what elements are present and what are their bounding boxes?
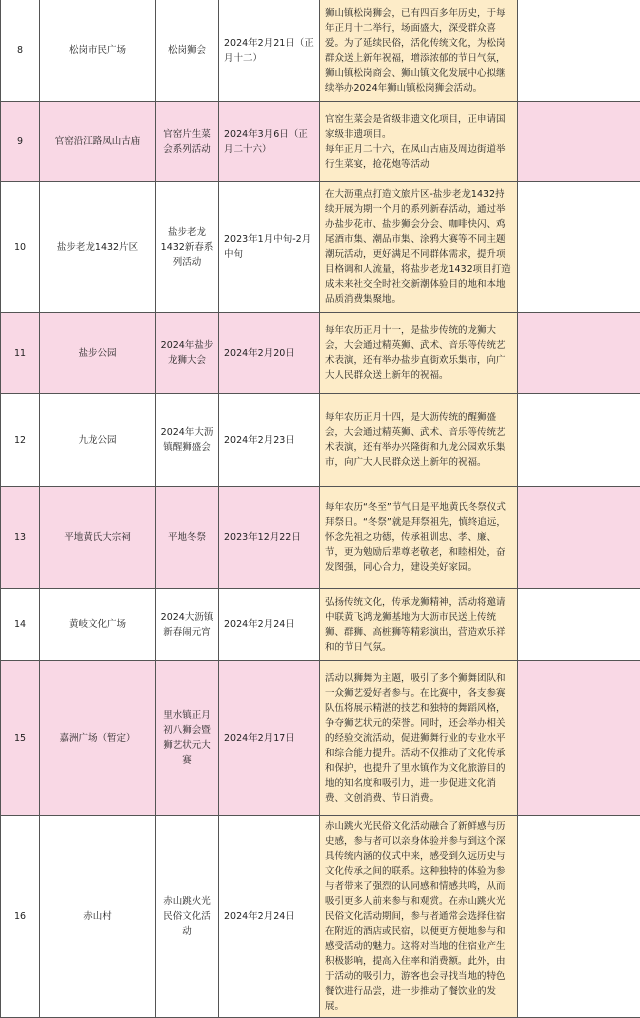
empty-cell [518,816,640,1018]
empty-cell [518,661,640,816]
date-cell: 2023年1月中旬-2月中旬 [219,182,320,313]
table-row [1,102,640,182]
date-cell: 2024年2月20日 [219,313,320,394]
row-number: 8 [1,0,40,102]
location-cell: 赤山村 [40,816,156,1018]
activity-name-cell: 官窑片生菜会系列活动 [156,102,219,182]
description-cell: 活动以狮舞为主题，吸引了多个狮舞团队和一众狮艺爱好者参与。在比赛中，各支参赛队伍将展示精湛的技艺和独特的舞蹈风格，争夺狮艺状元的荣誉。同时，还会举办相关的经验交流活动，促进狮舞行业的专业水平和综合能力提升。活动不仅推动了文化传承和保护，也提升了里水镇作为文化旅游目的地的知名度和吸引力，进一步促进文化消费、文创消费、节日消费。 [320,661,518,816]
empty-cell [518,589,640,661]
activity-name-cell: 2024年大沥镇醒狮盛会 [156,394,219,487]
activity-name-cell: 里水镇正月初八狮会暨狮艺状元大赛 [156,661,219,816]
row-number: 12 [1,394,40,487]
date-cell: 2024年2月23日 [219,394,320,487]
table-row [1,182,640,313]
date-cell: 2024年3月6日（正月二十六） [219,102,320,182]
activity-name-cell: 松岗狮会 [156,0,219,102]
location-cell: 盐步公园 [40,313,156,394]
empty-cell [518,102,640,182]
description-cell: 每年农历正月十一，是盐步传统的龙狮大会，大会通过精英狮、武术、音乐等传统艺术表演，还有举办盐步直街欢乐集市，向广大人民群众送上新年的祝福。 [320,313,518,394]
row-number: 15 [1,661,40,816]
description-cell: 在大沥重点打造文旅片区-盐步老龙1432持续开展为期一个月的系列新春活动，通过举办盐步花市、盐步狮会分会、咖啡快闪、鸡尾酒市集、潮品市集、涂鸦大赛等不同主题潮玩活动，更好满足不同群体需求，提升项目格调和人流量，将盐步老龙1432项目打造成未来社交全时社交新潮体验目的地和本地品质消费集聚地。 [320,182,518,313]
date-cell: 2024年2月17日 [219,661,320,816]
activity-name-cell: 盐步老龙1432新春系列活动 [156,182,219,313]
empty-cell [518,487,640,589]
description-cell: 赤山跳火光民俗文化活动融合了新鲜感与历史感，参与者可以亲身体验并参与到这个深具传统内涵的仪式中来，感受到久远历史与文化传承之间的联系。这种独特的体验为参与者带来了强烈的认同感和情感共鸣，从而吸引更多人前来参与和观赏。在赤山跳火光民俗文化活动期间，参与者通常会选择住宿在附近的酒店或民宿，以便更方便地参与和感受活动的魅力。这将对当地的住宿业产生积极影响，提高入住率和消费额。此外，由于活动的吸引力，游客也会寻找当地的特色餐饮进行品尝，进一步推动了餐饮业的发展。 [320,816,518,1018]
location-cell: 平地黄氏大宗祠 [40,487,156,589]
description-cell: 每年农历正月十四，是大沥传统的醒狮盛会，大会通过精英狮、武术、音乐等传统艺术表演，还有举办兴隆街和九龙公园欢乐集市，向广大人民群众送上新年的祝福。 [320,394,518,487]
location-cell: 盐步老龙1432片区 [40,182,156,313]
description-cell: 弘扬传统文化，传承龙狮精神，活动将邀请中联黄飞鸿龙狮基地为大沥市民送上传统狮、群狮、高桩狮等精彩演出，营造欢乐祥和的节日气氛。 [320,589,518,661]
activity-name-cell: 2024大沥镇新春闹元宵 [156,589,219,661]
activity-name-cell: 2024年盐步龙狮大会 [156,313,219,394]
date-cell: 2024年2月24日 [219,816,320,1018]
row-number: 9 [1,102,40,182]
row-number: 11 [1,313,40,394]
activity-name-cell: 平地冬祭 [156,487,219,589]
table-row [1,487,640,589]
empty-cell [518,0,640,102]
row-number: 14 [1,589,40,661]
date-cell: 2024年2月21日（正月十二） [219,0,320,102]
description-cell: 官窑生菜会是省级非遗文化项目，正申请国家级非遗项目。 每年正月二十六，在凤山古庙及周边街道举行生菜宴，抢花炮等活动 [320,102,518,182]
location-cell: 官窑沿江路凤山古庙 [40,102,156,182]
table-row [1,313,640,394]
location-cell: 松岗市民广场 [40,0,156,102]
activity-name-cell: 赤山跳火光民俗文化活动 [156,816,219,1018]
description-cell: 每年农历“冬至”节气日是平地黄氏冬祭仪式拜祭日。“冬祭”就是拜祭祖先，慎终追远，怀念先祖之功德，传承祖训忠、孝、廉、节，更为勉励后辈尊老敬老，和睦相处，奋发图强，同心合力，建设美好家园。 [320,487,518,589]
table-row [1,589,640,661]
row-number: 10 [1,182,40,313]
table-row [1,816,640,1018]
location-cell: 嘉洲广场（暂定） [40,661,156,816]
empty-cell [518,394,640,487]
date-cell: 2023年12月22日 [219,487,320,589]
empty-cell [518,182,640,313]
location-cell: 九龙公园 [40,394,156,487]
row-number: 13 [1,487,40,589]
table-row [1,0,640,102]
description-cell: 狮山镇松岗狮会，已有四百多年历史，于每年正月十二举行，场面盛大，深受群众喜爱。为了延续民俗，活化传统文化，为松岗群众送上新年祝福，增添浓郁的节日气氛，狮山镇松岗商会、狮山镇文化发展中心拟继续举办2024年狮山镇松岗狮会活动。 [320,0,518,102]
location-cell: 黄岐文化广场 [40,589,156,661]
date-cell: 2024年2月24日 [219,589,320,661]
empty-cell [518,313,640,394]
row-number: 16 [1,816,40,1018]
table-row [1,394,640,487]
table-row [1,661,640,816]
